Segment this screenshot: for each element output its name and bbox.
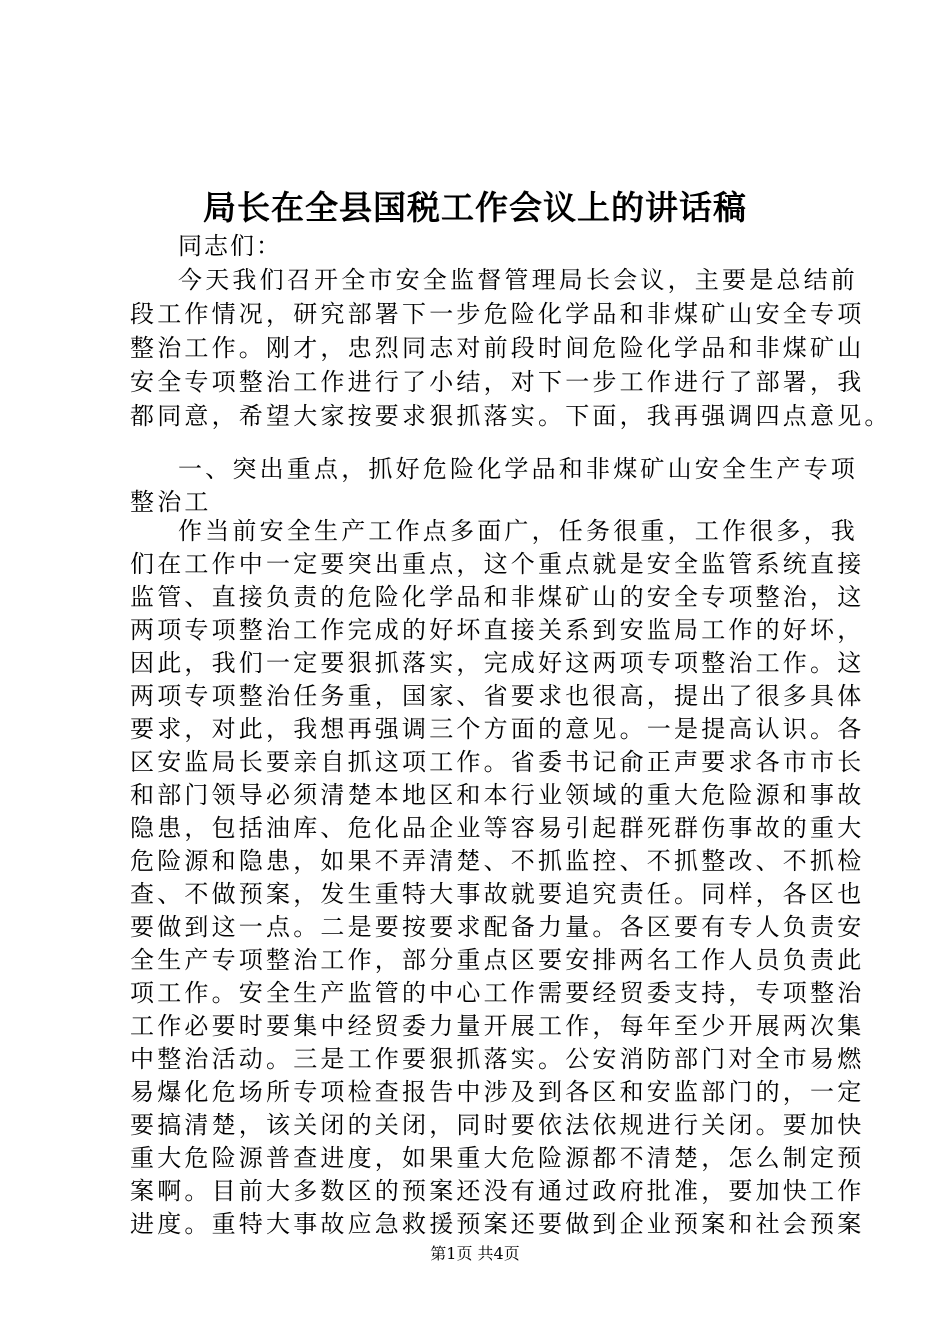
paragraph-line: 区安监局长要亲自抓这项工作。省委书记俞正声要求各市市长: [130, 748, 865, 776]
page-indicator: 第1页 共4页: [430, 1244, 520, 1263]
paragraph-line: 项工作。安全生产监管的中心工作需要经贸委支持，专项整治: [130, 979, 865, 1007]
paragraph-line: 段工作情况，研究部署下一步危险化学品和非煤矿山安全专项: [130, 300, 865, 328]
paragraph-line: 重大危险源普查进度，如果重大危险源都不清楚，怎么制定预: [130, 1144, 865, 1172]
paragraph-line: 危险源和隐患，如果不弄清楚、不抓监控、不抓整改、不抓检: [130, 847, 865, 875]
paragraph-line: 隐患，包括油库、危化品企业等容易引起群死群伤事故的重大: [130, 814, 865, 842]
paragraph-line: 进度。重特大事故应急救援预案还要做到企业预案和社会预案: [130, 1210, 865, 1238]
paragraph-line: 全生产专项整治工作，部分重点区要安排两名工作人员负责此: [130, 946, 865, 974]
paragraph-line: 查、不做预案，发生重特大事故就要追究责任。同样，各区也: [130, 880, 865, 908]
paragraph-line: 安全专项整治工作进行了小结，对下一步工作进行了部署，我: [130, 368, 865, 396]
paragraph-line: 作当前安全生产工作点多面广，任务很重，工作很多，我: [178, 517, 858, 545]
paragraph-line: 易爆化危场所专项检查报告中涉及到各区和安监部门的，一定: [130, 1078, 865, 1106]
paragraph-line: 监管、直接负责的危险化学品和非煤矿山的安全专项整治，这: [130, 583, 865, 611]
paragraph-line: 们在工作中一定要突出重点，这个重点就是安全监管系统直接: [130, 550, 865, 578]
paragraph-line: 两项专项整治工作完成的好坏直接关系到安监局工作的好坏，: [130, 616, 865, 644]
paragraph-line: 两项专项整治任务重，国家、省要求也很高，提出了很多具体: [130, 682, 865, 710]
paragraph-line: 要搞清楚，该关闭的关闭，同时要依法依规进行关闭。要加快: [130, 1111, 865, 1139]
page-title: 局长在全县国税工作会议上的讲话稿: [203, 188, 747, 227]
paragraph-line: 整治工作。刚才，忠烈同志对前段时间危险化学品和非煤矿山: [130, 334, 865, 362]
paragraph-line: 要求，对此，我想再强调三个方面的意见。一是提高认识。各: [130, 715, 865, 743]
paragraph-line: 中整治活动。三是工作要狠抓落实。公安消防部门对全市易燃: [130, 1045, 865, 1073]
paragraph-line: 都同意，希望大家按要求狠抓落实。下面，我再强调四点意见。: [130, 402, 892, 430]
paragraph-line: 要做到这一点。二是要按要求配备力量。各区要有专人负责安: [130, 913, 865, 941]
paragraph-line: 和部门领导必须清楚本地区和本行业领域的重大危险源和事故: [130, 781, 865, 809]
heading-line: 一、突出重点，抓好危险化学品和非煤矿山安全生产专项: [178, 455, 858, 483]
paragraph-line: 今天我们召开全市安全监督管理局长会议，主要是总结前: [178, 266, 858, 294]
heading-line: 整治工: [130, 488, 212, 516]
greeting: 同志们：: [178, 232, 282, 260]
paragraph-line: 工作必要时要集中经贸委力量开展工作，每年至少开展两次集: [130, 1012, 865, 1040]
paragraph-line: 案啊。目前大多数区的预案还没有通过政府批准，要加快工作: [130, 1177, 865, 1205]
paragraph-line: 因此，我们一定要狠抓落实，完成好这两项专项整治工作。这: [130, 649, 865, 677]
